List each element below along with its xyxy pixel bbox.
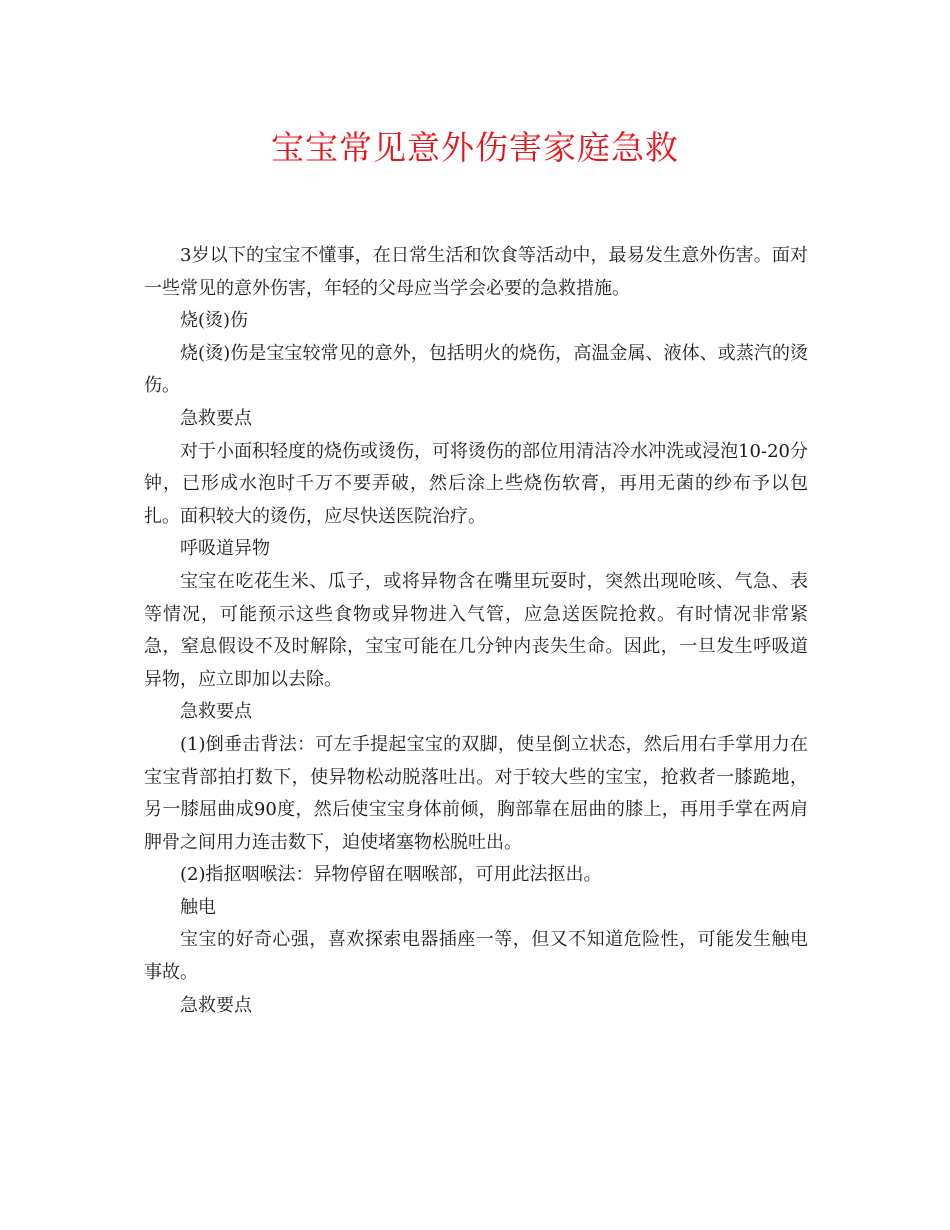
section-heading-airway-foreign-body: 呼吸道异物: [180, 538, 270, 560]
airway-description-paragraph: 宝宝在吃花生米、瓜子，或将异物含在嘴里玩耍时，突然出现呛咳、气急、表等情况，可能预示这些食物或异物进入气管，应急送医院抢救。有时情况非常紧急，窒息假设不及时解除，宝宝可能在几分钟内丧失生命。因此，一旦发生呼吸道异物，应立即加以去除。: [144, 570, 808, 690]
document-title: 宝宝常见意外伤害家庭急救: [271, 128, 679, 167]
airway-method-1-paragraph: (1)倒垂击背法：可左手提起宝宝的双脚，使呈倒立状态，然后用右手掌用力在宝宝背部拍打数下，使异物松动脱落吐出。对于较大些的宝宝，抢救者一膝跪地，另一膝屈曲成90度，然后使宝宝身体前倾，胸部靠在屈曲的膝上，再用手掌在两肩胛骨之间用力连击数下，迫使堵塞物松脱吐出。: [144, 733, 808, 853]
document-body: [144, 240, 808, 1022]
burns-first-aid-paragraph: 对于小面积轻度的烧伤或烫伤，可将烫伤的部位用清洁冷水冲洗或浸泡10-20分钟，已形成水泡时千万不要弄破，然后涂上些烧伤软膏，再用无菌的纱布予以包扎。面积较大的烫伤，应尽快送医院治疗。: [144, 440, 808, 527]
section-heading-electric-shock: 触电: [180, 896, 216, 918]
subheading-first-aid-electric-shock: 急救要点: [180, 994, 252, 1016]
section-heading-burns: 烧(烫)伤: [180, 310, 249, 332]
electric-shock-description-paragraph: 宝宝的好奇心强，喜欢探索电器插座一等，但又不知道危险性，可能发生触电事故。: [144, 929, 808, 984]
airway-method-2-paragraph: (2)指抠咽喉法：异物停留在咽喉部，可用此法抠出。: [180, 864, 602, 886]
subheading-first-aid-burns: 急救要点: [180, 407, 252, 429]
intro-paragraph: 3岁以下的宝宝不懂事，在日常生活和饮食等活动中，最易发生意外伤害。面对一些常见的意外伤害，年轻的父母应当学会必要的急救措施。: [144, 245, 808, 299]
subheading-first-aid-airway: 急救要点: [180, 701, 252, 723]
burns-description-paragraph: 烧(烫)伤是宝宝较常见的意外，包括明火的烧伤，高温金属、液体、或蒸汽的烫伤。: [144, 342, 808, 397]
